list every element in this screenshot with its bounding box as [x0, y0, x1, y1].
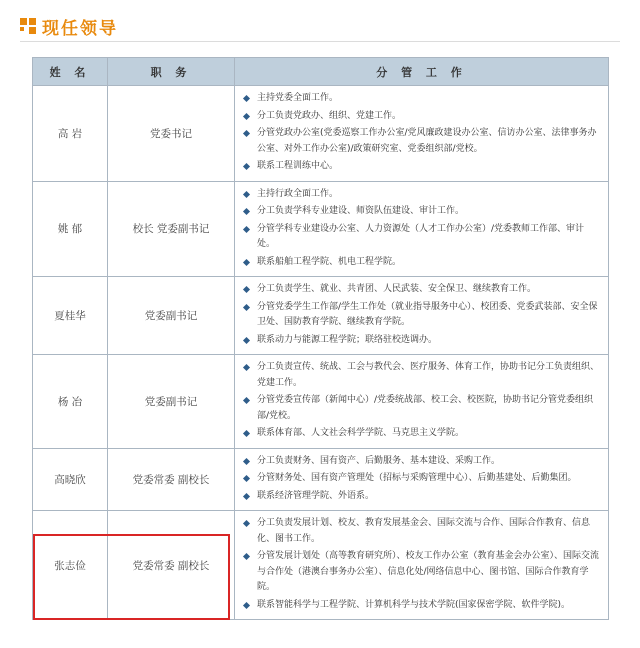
duty-text: 分工负责学科专业建设、师资队伍建设、审计工作。 — [257, 206, 465, 216]
duty-text: 分管财务处、国有资产管理处（招标与采购管理中心）、后勤基建处、后勤集团。 — [257, 473, 577, 483]
table-row — [33, 355, 609, 449]
diamond-bullet-icon — [243, 208, 250, 215]
leader-duties — [235, 355, 609, 449]
leader-name: 姚 郁 — [33, 181, 108, 277]
duty-item — [243, 471, 600, 487]
leader-duties — [235, 86, 609, 182]
leader-name: 夏桂华 — [33, 277, 108, 355]
duty-list — [243, 454, 600, 505]
duty-item — [243, 300, 600, 331]
table-row — [33, 86, 609, 182]
table-row — [33, 448, 609, 511]
duty-text: 分工负责财务、国有资产、后勤服务、基本建设、采购工作。 — [257, 455, 501, 466]
diamond-bullet-icon — [243, 430, 250, 437]
column-header-duties: 分 管 工 作 — [235, 58, 609, 86]
duty-text: 分管学科专业建设办公室、人力资源处（人才工作办公室）/党委教师工作部、审计处。 — [257, 223, 585, 249]
diamond-bullet-icon — [243, 225, 250, 232]
duty-item — [243, 393, 600, 424]
duty-text: 联系动力与能源工程学院；联络驻校选调办。 — [257, 334, 438, 345]
diamond-bullet-icon — [243, 130, 250, 137]
duty-list — [243, 187, 600, 271]
duty-item — [243, 454, 600, 470]
diamond-bullet-icon — [243, 475, 250, 482]
duty-text: 联系船舶工程学院、机电工程学院。 — [257, 256, 402, 267]
duty-item — [243, 489, 600, 505]
duty-item — [243, 549, 600, 596]
duty-item — [243, 282, 600, 298]
leader-name: 张志俭 — [33, 511, 108, 620]
duty-list — [243, 360, 600, 442]
duty-item — [243, 333, 600, 349]
duty-list — [243, 282, 600, 348]
leader-position: 党委副书记 — [108, 355, 235, 449]
header-divider — [20, 41, 620, 42]
duty-list — [243, 516, 600, 613]
diamond-bullet-icon — [243, 364, 250, 371]
diamond-bullet-icon — [243, 163, 250, 170]
duty-item — [243, 91, 600, 107]
section-header — [20, 10, 620, 42]
diamond-bullet-icon — [243, 601, 250, 608]
duty-item — [243, 187, 600, 203]
diamond-bullet-icon — [243, 258, 250, 265]
table-row — [33, 511, 609, 620]
leader-position: 党委书记 — [108, 86, 235, 182]
duty-item — [243, 255, 600, 271]
leader-position: 校长 党委副书记 — [108, 181, 235, 277]
leader-position: 党委常委 副校长 — [108, 448, 235, 511]
diamond-bullet-icon — [243, 286, 250, 293]
leader-duties — [235, 277, 609, 355]
duty-item — [243, 126, 600, 157]
diamond-bullet-icon — [243, 553, 250, 560]
duty-text: 联系智能科学与工程学院、计算机科学与技术学院(国家保密学院、软件学院)。 — [257, 599, 571, 610]
duty-text: 分管党委学生工作部/学生工作处（就业指导服务中心）、校团委、党委武装部、安全保卫处、国防教育学院、继续教育学院。 — [257, 301, 598, 327]
duty-text: 分工负责宣传、统战、工会与教代会、医疗服务、体育工作，协助书记分工负责组织、党建工作。 — [257, 362, 600, 388]
leader-duties — [235, 448, 609, 511]
duty-item — [243, 109, 600, 125]
section-marker-icon — [20, 18, 36, 34]
duty-item — [243, 598, 600, 614]
duty-text: 主持党委全面工作。 — [257, 93, 339, 103]
leaders-table — [32, 57, 609, 620]
diamond-bullet-icon — [243, 112, 250, 119]
diamond-bullet-icon — [243, 457, 250, 464]
duty-item — [243, 516, 600, 547]
leader-position: 党委常委 副校长 — [108, 511, 235, 620]
duty-text: 联系工程训练中心。 — [257, 161, 339, 171]
diamond-bullet-icon — [243, 397, 250, 404]
duty-text: 分工负责党政办、组织、党建工作。 — [257, 110, 402, 121]
duty-text: 分工负责学生、就业、共青团、人民武装、安全保卫、继续教育工作。 — [257, 284, 537, 294]
duty-text: 分管党委宣传部（新闻中心）/党委统战部、校工会、校医院，协助书记分管党委组织部/党校。 — [257, 395, 594, 421]
duty-item — [243, 159, 600, 175]
duty-list — [243, 91, 600, 175]
leader-name: 杨 冶 — [33, 355, 108, 449]
duty-item — [243, 360, 600, 391]
diamond-bullet-icon — [243, 520, 250, 527]
diamond-bullet-icon — [243, 336, 250, 343]
duty-item — [243, 222, 600, 253]
table-row — [33, 277, 609, 355]
duty-text: 主持行政全面工作。 — [257, 188, 339, 199]
duty-text: 分工负责发展计划、校友、教育发展基金会、国际交流与合作、国际合作教育、信息化、图书工作。 — [257, 518, 591, 544]
duty-text: 联系体育部、人文社会科学学院、马克思主义学院。 — [257, 428, 465, 438]
column-header-position: 职 务 — [108, 58, 235, 86]
diamond-bullet-icon — [243, 492, 250, 499]
duty-text: 分管党政办公室(党委巡察工作办公室/党风廉政建设办公室、信访办公室、法律事务办公室、对外工作办公室)/政策研究室、党委组织部/党校。 — [257, 128, 597, 154]
diamond-bullet-icon — [243, 95, 250, 102]
leader-position: 党委副书记 — [108, 277, 235, 355]
duty-item — [243, 204, 600, 220]
diamond-bullet-icon — [243, 303, 250, 310]
table-row — [33, 181, 609, 277]
duty-text: 分管发展计划处（高等教育研究所）、校友工作办公室（教育基金会办公室）、国际交流与合作处（港澳台事务办公室）、信息化处/网络信息中心、图书馆、国际合作教育学院。 — [257, 551, 600, 592]
section-title: 现任领导 — [42, 19, 118, 39]
table-header-row — [33, 58, 609, 86]
column-header-name: 姓 名 — [33, 58, 108, 86]
leader-duties — [235, 511, 609, 620]
duty-item — [243, 426, 600, 442]
duty-text: 联系经济管理学院、外语系。 — [257, 490, 375, 501]
leader-name: 高 岩 — [33, 86, 108, 182]
leader-duties — [235, 181, 609, 277]
diamond-bullet-icon — [243, 190, 250, 197]
leader-name: 高晓欣 — [33, 448, 108, 511]
